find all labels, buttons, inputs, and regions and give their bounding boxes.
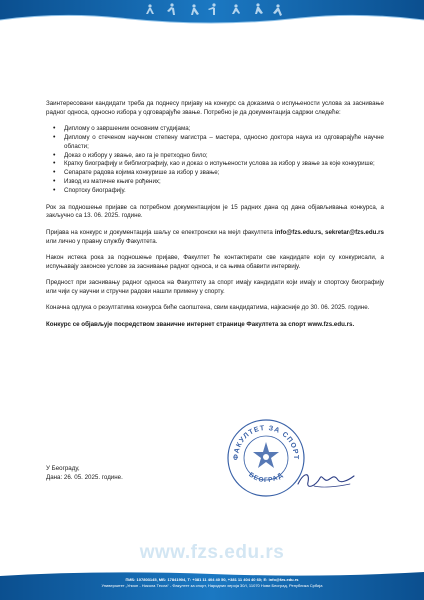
footer-address-line: Универзитет „Унион - Никола Тесла“ - Факултет за спорт, Народних хероја 30/I, 11070 Нови Београд, Република Србија [101,583,323,588]
website-watermark: www.fzs.edu.rs [139,542,285,563]
svg-text:БЕОГРАД [247,471,284,484]
header-banner [0,0,424,30]
document-body [46,100,384,338]
place-date-block [46,464,123,482]
seal-bottom-text: БЕОГРАД [247,471,285,485]
email-separator: , [321,228,325,236]
header-wave-graphic [0,0,424,30]
list-item: • Извод из матичне књиге рођених; [64,178,384,187]
priority-paragraph: Предност при заснивању радног односа на Факултету за спорт имају кандидати који имају и спортску биографију или чији су научни и стручни радови нашли примену у спорту. [46,279,384,295]
interviews-paragraph: Након истека рока за подношење пријаве, Факултет ће контактирати све кандидате који су конкурисали, а испуњавају законске услове за заснивање радног односа, и са њима обавити интервију. [46,254,384,270]
submission-text: Пријава на конкурс и документација шаљу се електронски на мејл факултета [46,228,275,236]
deadline-paragraph: Рок за подношење пријаве са потребном документацијом је 15 радних дана од дана објављивања конкурса, а закључно са 13. 06. 2025. године. [46,203,384,220]
secretary-email-link[interactable]: sekretar@fzs.edu.rs [325,228,384,236]
list-item: • Кратку биографију и библиографију, као и доказ о испуњености услова за избор у звање за које конкурише; [64,160,384,169]
seal-top-text: ФАКУЛТЕТ ЗА СПОРТ [232,424,300,461]
list-item: • Спортску биографију. [64,187,384,196]
date-text: Дана: 26. 05. 2025. године. [46,474,123,481]
seal-star-emblem-icon [253,442,279,468]
decision-paragraph: Коначна одлука о резултатима конкурса биће саопштена, свим кандидатима, најкасније до 30. 06. 2025. године. [46,304,370,312]
footer-contact-line: ПИБ: 107803145, МБ: 17841904, Т: +381 11 404 40 50, +381 11 404 40 60; Е: info@fzs.edu.rs [125,577,299,582]
submission-paragraph [46,229,384,246]
intro-paragraph: Заинтересовани кандидати треба да поднесу пријаву на конкурс са доказима о испуњености услова за заснивање радног односа, односно избора у одговарајуће звање. Потребно је да документација садржи следеће: [46,100,384,116]
required-documents-list [46,125,384,196]
list-item: • Доказ о избору у звање, ако га је претходно било; [64,152,384,161]
list-item: • Диплому о стеченом научном степену магистра – мастера, односно доктора наука из одговарајуће научне области; [64,134,384,151]
place-text: У Београду, [46,465,80,472]
info-email-link[interactable]: info@fzs.edu.rs [274,228,322,236]
publication-paragraph: Конкурс се објављује посредством званичне интернет странице Факултета за спорт www.fzs.edu.rs. [46,321,355,329]
seal-stamp-icon [226,418,306,498]
list-item: • Диплому о завршеним основним студијама; [64,125,384,134]
submission-text-end: или лично у правну службу Факултета. [46,237,158,245]
signature [296,468,356,492]
faculty-seal [226,418,306,498]
handwritten-signature-icon [296,468,356,492]
list-item: • Сепарате радова којима конкурише за избор у звање; [64,169,384,178]
footer-banner [0,570,424,600]
